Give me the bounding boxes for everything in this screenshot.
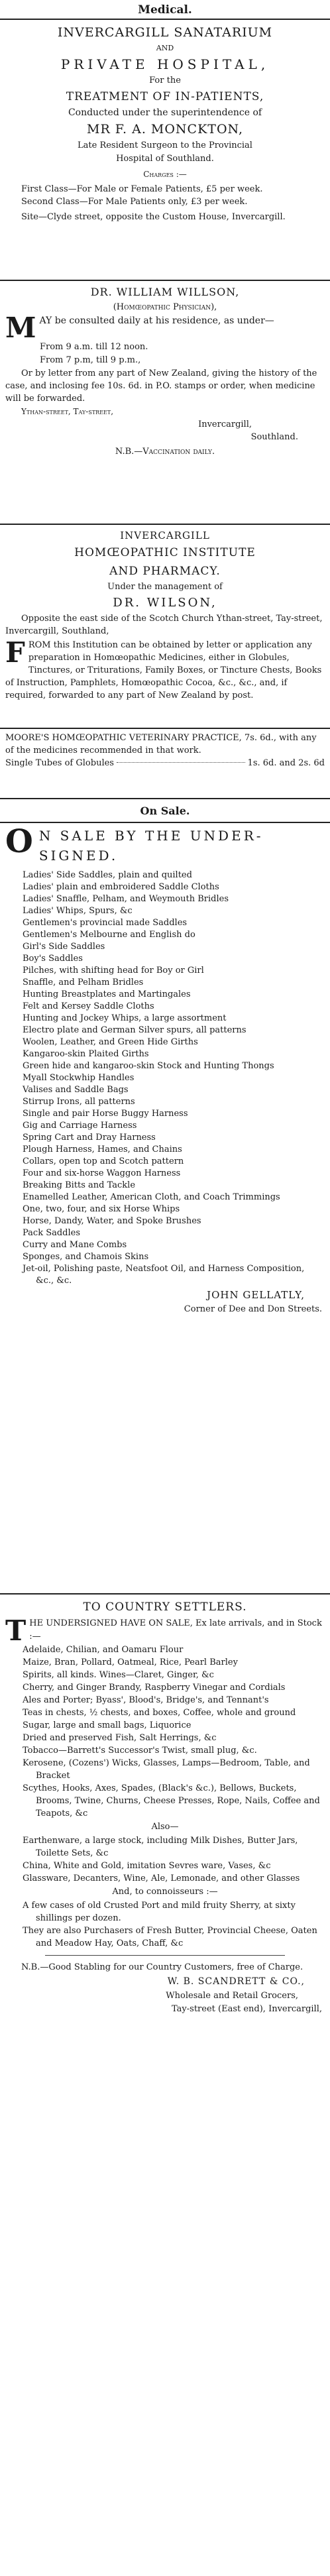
sanatarium-ad: [0, 23, 330, 278]
ad-paragraph: Or by letter from any part of New Zealand, giving the history of the case, and inclosing fee 10s. 6d. in P.O. stamps or order, when medicine will be forwarded.: [5, 368, 317, 404]
ad-paragraph: N.B.—Good Stabling for our Country Customers, free of Charge.: [21, 1962, 303, 1972]
list-item: Tobacco—Barrett's Successor's Twist, small plug, &c.: [23, 1746, 257, 1756]
signature: JOHN GELLATLY,: [207, 1289, 305, 1301]
ad-paragraph: Opposite the east side of the Scotch Church Ythan-street, Tay-street, Invercargill, Southland,: [5, 614, 323, 636]
list-item: They are also Purchasers of Fresh Butter, Provincial Cheese, Oaten and Meadow Hay, Oats, Chaff, &c: [23, 1926, 317, 1948]
list-item: Ales and Porter; Byass', Blood's, Bridge's, and Tennant's: [23, 1695, 269, 1705]
ad-line: AND: [156, 44, 174, 52]
price-item: Single Tubes of Globules: [5, 758, 114, 768]
price-value: 1s. 6d. and 2s. 6d: [247, 758, 325, 768]
list-item: Myall Stockwhip Handles: [23, 1073, 135, 1083]
goods-list: [5, 1757, 325, 1820]
list-item: Spring Cart and Dray Harness: [23, 1133, 156, 1143]
list-item: Woolen, Leather, and Green Hide Girths: [23, 1037, 198, 1047]
price-line: [5, 757, 325, 769]
list-item: Gig and Carriage Harness: [23, 1121, 137, 1131]
list-item: Kangaroo-skin Plaited Girths: [23, 1049, 149, 1059]
list-item: Teas in chests, ½ chests, and boxes, Coffee, whole and ground: [23, 1708, 296, 1718]
ad-line: From 7 p.m, till 9 p.m.,: [40, 355, 141, 365]
onsale-list: [5, 869, 325, 1287]
list-item: Boy's Saddles: [23, 954, 83, 964]
list-item: Collars, open top and Scotch pattern: [23, 1156, 184, 1166]
section-divider: [0, 728, 330, 730]
goods-list: [5, 1644, 325, 1744]
ad-line: And, to connoisseurs :—: [112, 1887, 218, 1897]
divider: [45, 1955, 285, 1956]
list-item: Hunting and Jockey Whips, a large assortment: [23, 1013, 227, 1023]
ad-heading: AND PHARMACY.: [109, 565, 221, 578]
ad-heading: DR. WILSON,: [113, 596, 217, 610]
ad-heading: TO COUNTRY SETTLERS.: [83, 1600, 247, 1614]
ad-heading: TREATMENT OF IN-PATIENTS,: [66, 90, 264, 103]
ad-paragraph: ROM this Institution can be obtained by letter or application any preparation in Homœopathic Medicines, either in Globules, Tinctures, or Triturations, Family Boxes, or Tincture Chests, Books of Instruction, Pamphlets, Homœopathic Cocoa, &c., &c., and, if required, forwarded to any part of New Zealand by post.: [5, 640, 322, 700]
ad-heading: INVERCARGILL SANATARIUM: [57, 25, 273, 40]
list-item: Jet-oil, Polishing paste, Neatsfoot Oil, and Harness Composition, &c., &c.: [23, 1264, 305, 1286]
list-item: Single and pair Horse Buggy Harness: [23, 1109, 188, 1119]
ad-paragraph: First Class—For Male or Female Patients, £5 per week.: [21, 184, 263, 194]
goods-list: [5, 1899, 325, 1950]
section-divider: [0, 524, 330, 526]
willson-ad: [0, 284, 330, 522]
list-item: Stirrup Irons, all patterns: [23, 1097, 135, 1107]
ad-heading: DR. WILLIAM WILLSON,: [90, 286, 240, 298]
onsale-header: [0, 802, 330, 820]
list-item: Pack Saddles: [23, 1228, 81, 1238]
ad-paragraph: AY be consulted daily at his residence, as under—: [39, 315, 274, 326]
list-item: Adelaide, Chilian, and Oamaru Flour: [23, 1645, 184, 1655]
ad-line: Hospital of Southland.: [116, 154, 214, 164]
ad-line: For the: [149, 76, 181, 85]
goods-list: [5, 1834, 325, 1885]
list-item: Girl's Side Saddles: [23, 942, 105, 952]
signature-address: Tay-street (East end), Invercargill,: [172, 2004, 322, 2014]
ad-paragraph: MOORE'S HOMŒOPATHIC VETERINARY PRACTICE, 7s. 6d., with any of the medicines recommended in that work.: [5, 733, 317, 756]
section-divider: [0, 280, 330, 282]
section-title: On Sale.: [140, 805, 190, 817]
list-item: Enamelled Leather, American Cloth, and Coach Trimmings: [23, 1192, 280, 1202]
ad-line: Southland.: [250, 432, 298, 442]
list-item: Sponges, and Chamois Skins: [23, 1252, 149, 1262]
list-item: Ladies' Snaffle, Pelham, and Weymouth Bridles: [23, 894, 229, 904]
ad-paragraph: HE UNDERSIGNED HAVE ON SALE, Ex late arrivals, and in Stock :—: [29, 1618, 322, 1642]
list-item: Four and six-horse Waggon Harness: [23, 1168, 181, 1178]
list-item: Earthenware, a large stock, including Milk Dishes, Butter Jars, Toilette Sets, &c: [23, 1836, 298, 1858]
list-item: Gentlemen's provincial made Saddles: [23, 918, 188, 928]
ad-heading: SIGNED.: [38, 848, 119, 864]
list-item: A few cases of old Crusted Port and mild fruity Sherry, at sixty shillings per dozen.: [23, 1901, 296, 1923]
ad-line: Invercargill,: [198, 420, 252, 429]
list-item: Dried and preserved Fish, Salt Herrings, &c: [23, 1733, 217, 1743]
list-item: Cherry, and Ginger Brandy, Raspberry Vinegar and Cordials: [23, 1683, 286, 1693]
list-item: Kerosene, (Cozens') Wicks, Glasses, Lamps—Bedroom, Table, and Bracket: [23, 1758, 310, 1781]
ad-line: Under the management of: [107, 582, 223, 592]
section-divider: [0, 1593, 330, 1596]
ad-line: Ythan-street, Tay-street,: [21, 407, 114, 416]
ad-line: N.B.—Vaccination daily.: [115, 447, 215, 457]
ad-heading: INVERCARGILL: [120, 530, 210, 541]
list-item: Electro plate and German Silver spurs, all patterns: [23, 1025, 247, 1035]
veterinary-ad: [0, 732, 330, 797]
ad-line: (Homœopathic Physician),: [113, 302, 217, 312]
ad-paragraph: Second Class—For Male Patients only, £3 per week.: [21, 197, 248, 207]
section-title: Medical.: [138, 3, 192, 17]
list-item: Hunting Breastplates and Martingales: [23, 989, 191, 999]
list-item: Ladies' Whips, Spurs, &c: [23, 906, 133, 916]
ad-paragraph: Site—Clyde street, opposite the Custom House, Invercargill.: [21, 212, 286, 222]
list-item: Ladies' Side Saddles, plain and quilted: [23, 870, 192, 880]
list-item: Gentlemen's Melbourne and English do: [23, 930, 195, 940]
list-item: Snaffle, and Pelham Bridles: [23, 978, 144, 987]
list-item: Spirits, all kinds. Wines—Claret, Ginger, &c: [23, 1670, 214, 1680]
list-item: Horse, Dandy, Water, and Spoke Brushes: [23, 1216, 201, 1226]
list-item: China, White and Gold, imitation Sevres ware, Vases, &c: [23, 1861, 271, 1871]
onsale-ad: [0, 826, 330, 1592]
ad-heading: PRIVATE HOSPITAL,: [60, 56, 270, 72]
ad-heading: HOMŒOPATHIC INSTITUTE: [74, 546, 256, 559]
institute-ad: [0, 528, 330, 726]
signature-line: Wholesale and Retail Grocers,: [166, 1991, 298, 2001]
ad-heading: MR F. A. MONCKTON,: [87, 122, 243, 137]
section-divider: [0, 822, 330, 824]
ad-line: Conducted under the superintendence of: [68, 107, 262, 118]
list-item: Scythes, Hooks, Axes, Spades, (Black's &c.), Bellows, Buckets, Brooms, Twine, Churns, Cheese Presses, Rope, Nails, Coffee and Teapots, &c: [23, 1783, 320, 1819]
drop-cap: M: [5, 311, 36, 344]
ad-line: From 9 a.m. till 12 noon.: [40, 342, 148, 352]
list-item: Plough Harness, Hames, and Chains: [23, 1145, 182, 1154]
ad-line: Late Resident Surgeon to the Provincial: [78, 140, 252, 150]
section-divider: [0, 19, 330, 21]
ad-heading: N SALE BY THE UNDER-: [38, 828, 264, 844]
list-item: Breaking Bitts and Tackle: [23, 1180, 136, 1190]
ad-line: Also—: [151, 1822, 179, 1832]
list-item: Green hide and kangaroo-skin Stock and Hunting Thongs: [23, 1061, 274, 1071]
settlers-ad: [0, 1597, 330, 2571]
list-item: One, two, four, and six Horse Whips: [23, 1204, 180, 1214]
list-item: Maize, Bran, Pollard, Oatmeal, Rice, Pearl Barley: [23, 1657, 238, 1667]
drop-cap: O: [5, 826, 36, 860]
list-item: Pilches, with shifting head for Boy or Girl: [23, 966, 204, 976]
list-item: Valises and Saddle Bags: [23, 1085, 129, 1095]
list-item: Curry and Mane Combs: [23, 1240, 127, 1250]
drop-cap: T: [5, 1614, 27, 1647]
list-item: Felt and Kersey Saddle Cloths: [23, 1001, 154, 1011]
list-item: Sugar, large and small bags, Liquorice: [23, 1720, 192, 1730]
ad-line: Charges :—: [143, 170, 187, 179]
signature: W. B. SCANDRETT & CO.,: [167, 1976, 305, 1987]
section-divider: [0, 798, 330, 801]
list-item: Glassware, Decanters, Wine, Ale, Lemonade, and other Glasses: [23, 1874, 300, 1883]
medical-header: [0, 0, 330, 20]
list-item: Ladies' plain and embroidered Saddle Cloths: [23, 882, 219, 892]
signature-address: Corner of Dee and Don Streets.: [184, 1304, 322, 1314]
drop-cap: F: [5, 636, 25, 669]
